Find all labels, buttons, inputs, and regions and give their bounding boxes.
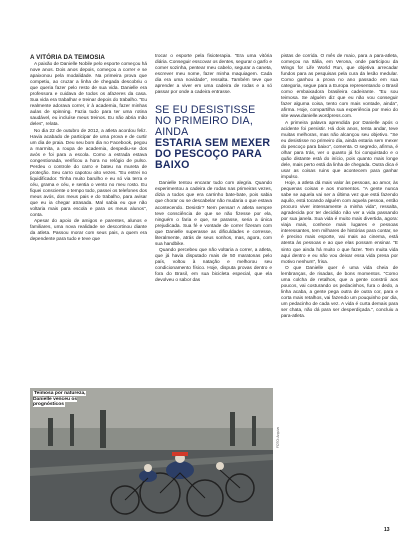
body-paragraph: A paixão de Danielle Nobile pelo esporte começou há nove anos. Dois anos depois, começou a correr e se apaixonou pela modalidade. Na primeira prova que competiu, ao cruzar a linha de chegada descobriu o que queria fazer pelo resto de sua vida. Danielle era professora e cuidava de todos os afazeres da casa. Sua vida era trabalhar e treinar depois do trabalho. "Eu realmente adorava correr, ir à academia, fazer minhas aulas de spinning. Fazia tudo para ter uma rotina saudável, eu incluíse meus treinos. Eu não abria mão deles", relata. xyxy=(30,62,147,128)
body-paragraph: No dia 22 de outubro de 2012, a atleta acordou feliz. Havia acabado de participar de uma prova e de curtir um dia de praia. Deu seu bom dia no Facebook, pegou a marmita, a roupa de academia, despediu-se dos avós e foi para a escola. Como a estrada estava congestionada, verificou a hora no relógio de pulso. Perdeu o controle do carro e bateu na mureta de proteção. Seu carro capotou oito vezes. "Eu entrei no liquidificador. Tinha muito barulho e eu só via terra e céu, grama e céu, e sentia o vento no meu rosto. Eu fiquei consciente o tempo todo, passei os telefones dos meus avós, dos meus pais e do trabalho, para avisar que eu ia chegar atrasada. Mal sabia eu que não voltaria mais para escola e para os meus alunos", conta. xyxy=(30,128,147,219)
body-paragraph: Quando percebeu que não voltaria a correr, a atleta, que já havia disputado mais de 50 maratonas pelo país, voltou à natação e melhorou seu condicionamento físico. Hoje, disputa provas dentro e fora do Brasil, em sua bicicleta especial, que ela devolveu o sabor das xyxy=(155,247,272,284)
body-paragraph: trocar o esporte pela fisioterapia. "Era uma vitória diária. Conseguir esscovar os dentes, segurar o garfo e comer sozinha, pentear meu cabelo, segurar a caneta, escrever meu nome, fazer minha maquiagem. Cada dia era uma novidade", ressalta. Também teve que aprender a viver em uma cadeira de rodas e a só passar por onde a cadeira entrasse. xyxy=(155,54,272,96)
column-2 xyxy=(155,54,272,284)
body-paragraph: O que Danielle quer é uma vida cheia de lembranças, de risadas, de bons momentos. "Como uma colcha de retalhos, que a gente constrói aos poucos, vai costurando os pedacinhos, fura o dedo, a linha acaba, a gente pega outra de outra cor, para e corta mais retalhos, vai fazendo um pouquinho por dia, um pedacinho de cada vez. A vida é curta demais para ser chata, não dá para ser desperdiçada.", concluiu a para-atleta. xyxy=(281,265,398,320)
body-paragraph: A primeira palavra aprendida por Danielle após o acidente foi persistir. Há dois anos, tenta andar, teve muitas melhoras, mas não alcançou seu objetivo. "Se eu desistisse no primeiro dia, ainda estaria sem mexer do pescoço para baixo", comenta. O segredo, afirma, é olhar para trás, ver o quanto já foi conquistado e o quão distante está do início, pois quanto mais longe dele, mais perto está da linha de chegada. Outra dica é usar as coisas ruins que acontecem para ganhar impulso. xyxy=(281,120,398,180)
column-3 xyxy=(281,54,398,320)
body-paragraph: pistas de corrida. O mês de maio, para a para-atleta, começou na Itália, em Verona, onde participou da Wings for Life World Run, que objetiva arrecadar fundos para as pesquisas pela cura da lesão medular. Como ganhou a prova no ano passado em sua categoria, segue para a Europa representando o Brasil como embaixadora brasileira cadeirante. "Eu sou teimosa. Se alguém diz que eu não vou conseguir fazer alguma coisa, tento com mais vontade, ainda", afirma. Hoje, compartilha sua experiência por meio do site www.danielle.wordpress.com. xyxy=(281,54,398,120)
pull-quote-bold: ESTARIA SEM MEXER DO PESCOÇO PARA BAIXO xyxy=(155,137,271,172)
photo-caption xyxy=(33,391,88,408)
page-number: 13 xyxy=(384,527,390,533)
body-paragraph: Apesar do apoio de amigos e parentes, alunos e familiares, uma nova realidade se descortinou diante da atleta. Passou morar com seus pais, a quem era dependente para tudo e teve que xyxy=(30,219,147,243)
pull-quote-light: SE EU DESISTISSE NO PRIMEIRO DIA, AINDA xyxy=(155,104,256,139)
body-paragraph: Danielle tentou encarar tudo com alegria. Quando experimentou a cadeira de rodas nas primeiras vezes, dizia a todos que era carrinho bate-bate, pois sabia que chorar ou se descabelar não mudaria o que estava acontecendo. Desistir? Nem pensar! A atleta sempre teve consciência de que se não fizesse por ela, ninguém o faria e que, se parasse, seria a única prejudicada. Sua fé e vontade de correr fizeram com que Danielle superasse as dificuldades e corresse, literalmente, atrás de seus sonhos, mas, agora, com sua handbike. xyxy=(155,181,272,247)
column-1 xyxy=(30,54,147,243)
photo-caption-text: Teimosa por natureza, Danielle venceu os prognósticos xyxy=(33,391,86,408)
handbike-race-photo xyxy=(30,388,273,521)
section-heading: A VITÓRIA DA TEIMOSIA xyxy=(30,54,105,61)
pull-quote xyxy=(155,105,272,171)
photo-illustration xyxy=(30,388,273,521)
photo-credit: FOTO: Arquivo xyxy=(276,426,280,448)
body-paragraph: Hoje, a atleta dá mais valor às pessoas, ao amor, às pequenas coisas e aos momentos. "A gente nunca sabe se aquela vai ser a última vez que está fazendo aquilo, está tocando alguém com aquela pessoa, então procuro viver intensamente a minha vida", ressalta, agradecida por ter decidido não ver a vida passando por sua janela. Sua vida é muito mais divertida, agora: viaja mais, conhece mais lugares e pessoas interessantes, tem milhares de histórias para contar, se é preciso mais esporte, vai mais ao cinema, está atenta às pessoas e ao que elas possam ensinar. "E sinto que ainda há muito o que fazer. Tem muita vida aqui dentro e eu não vou deixar essa vida presa por motivo nenhum", frisa. xyxy=(281,180,398,265)
